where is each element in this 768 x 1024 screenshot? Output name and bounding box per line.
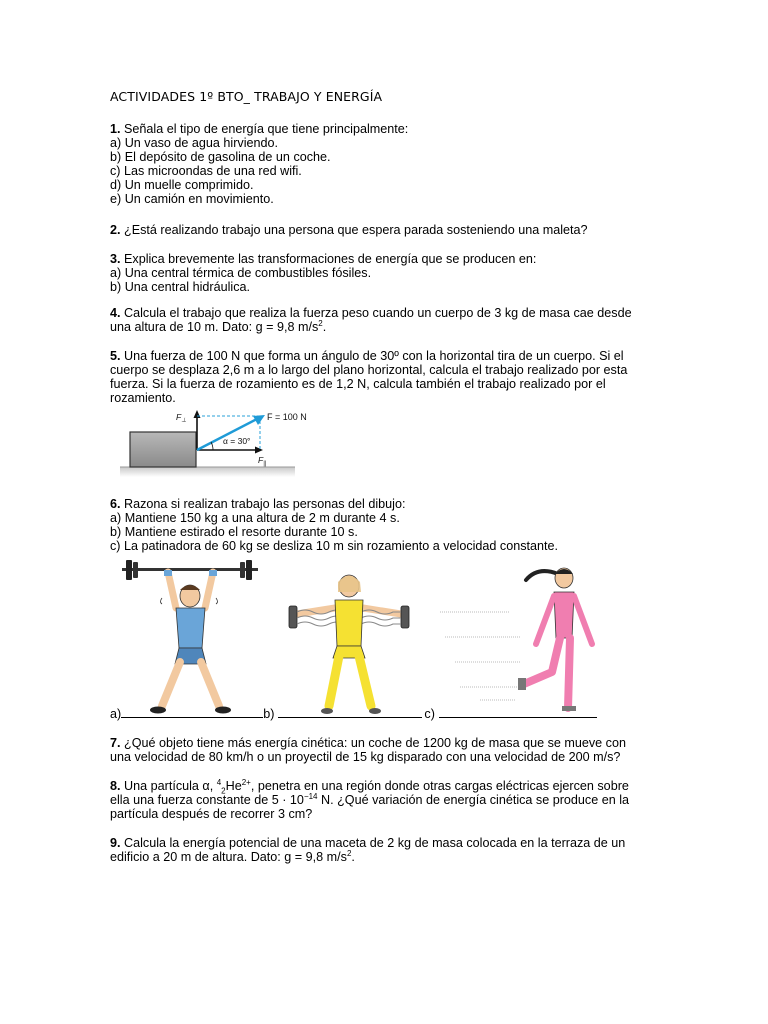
question-text: ¿Qué objeto tiene más energía cinética: un coche de 1200 kg de masa que se mueve con — [124, 736, 626, 750]
answer-lines — [110, 707, 650, 721]
question-text: edificio a 20 m de altura. Dato: g = 9,8 m/s — [110, 850, 347, 864]
floor — [120, 467, 295, 477]
question-number: 5. — [110, 349, 121, 363]
mass-number: 4 — [216, 777, 222, 787]
question-text: Explica brevemente las transformaciones de energía que se producen en: — [124, 252, 537, 266]
question-number: 3. — [110, 252, 121, 266]
question-text: N. ¿Qué variación de energía cinética se produce en la — [317, 793, 630, 807]
question-text: cuerpo se desplaza 2,6 m a lo largo del plano horizontal, calcula el trabajo realizado por esta — [110, 363, 628, 377]
answer-label-a: a) — [110, 707, 122, 721]
block — [130, 432, 196, 467]
option: b) Mantiene estirado el resorte durante 10 s. — [110, 525, 358, 539]
option: b) El depósito de gasolina de un coche. — [110, 150, 331, 164]
perpendicular-label: $F_\perp$ — [176, 412, 187, 424]
angle-label: α = 30° — [223, 436, 251, 446]
question-number: 9. — [110, 836, 121, 850]
question-text: Calcula la energía potencial de una maceta de 2 kg de masa colocada en la terraza de un — [124, 836, 626, 850]
option: b) Una central hidráulica. — [110, 280, 251, 294]
force-label: F = 100 N — [267, 412, 307, 422]
option: c) Las microondas de una red wifi. — [110, 164, 302, 178]
question-5 — [110, 349, 650, 405]
question-7 — [110, 736, 650, 764]
charge: 2+ — [241, 777, 251, 787]
question-text: ella una fuerza constante de 5 · 10 — [110, 793, 304, 807]
question-6 — [110, 497, 650, 553]
page-title: ACTIVIDADES 1º BTO_ TRABAJO Y ENERGÍA — [110, 89, 383, 104]
answer-label-c: c) — [424, 707, 435, 721]
question-text: partícula después de recorrer 3 cm? — [110, 807, 313, 821]
question-9 — [110, 836, 650, 864]
question-3 — [110, 252, 650, 294]
question-4 — [110, 306, 650, 334]
element-symbol: He — [225, 779, 242, 793]
question-text: Calcula el trabajo que realiza la fuerza peso cuando un cuerpo de 3 kg de masa cae desde — [124, 306, 632, 320]
question-number: 6. — [110, 497, 121, 511]
question-8 — [110, 779, 650, 821]
question-number: 8. — [110, 779, 121, 793]
exponent: −14 — [303, 791, 318, 801]
option: d) Un muelle comprimido. — [110, 178, 254, 192]
question-text: fuerza. Si la fuerza de rozamiento es de 1,2 N, calcula también el trabajo realizado por el — [110, 377, 606, 391]
punctuation: . — [322, 320, 327, 334]
question-number: 1. — [110, 122, 121, 136]
skater-illustration — [440, 562, 610, 716]
question-text: una velocidad de 80 km/h o un proyectil de 15 kg disparado con una velocidad de 200 m/s? — [110, 750, 621, 764]
weightlifter-illustration — [118, 556, 268, 716]
answer-label-b: b) — [263, 707, 275, 721]
option: a) Mantiene 150 kg a una altura de 2 m durante 4 s. — [110, 511, 400, 525]
answer-line-a[interactable] — [121, 717, 263, 718]
question-text: rozamiento. — [110, 391, 176, 405]
question-number: 4. — [110, 306, 121, 320]
option: a) Una central térmica de combustibles fósiles. — [110, 266, 372, 280]
question-text: ¿Está realizando trabajo una persona que espera parada sosteniendo una maleta? — [124, 223, 588, 237]
question-2 — [110, 223, 650, 237]
question-text: Razona si realizan trabajo las personas del dibujo: — [124, 497, 406, 511]
question-1 — [110, 122, 650, 206]
punctuation: . — [351, 850, 355, 864]
question-text: Una fuerza de 100 N que forma un ángulo de 30º con la horizontal tira de un cuerpo. Si el — [124, 349, 624, 363]
answer-line-c[interactable] — [439, 717, 597, 718]
superscript: 2 — [346, 848, 352, 858]
spring-stretcher-illustration — [285, 566, 415, 716]
answer-line-b[interactable] — [278, 717, 422, 718]
atomic-number: 2 — [221, 786, 226, 796]
question-number: 7. — [110, 736, 121, 750]
question-text: Una partícula α, — [124, 779, 217, 793]
superscript: 2 — [318, 318, 323, 328]
question-number: 2. — [110, 223, 121, 237]
question-text: Señala el tipo de energía que tiene principalmente: — [124, 122, 409, 136]
option: e) Un camión en movimiento. — [110, 192, 274, 206]
option: a) Un vaso de agua hirviendo. — [110, 136, 279, 150]
force-diagram — [110, 406, 307, 478]
question-text: , penetra en una región donde otras cargas eléctricas ejercen sobre — [250, 779, 629, 793]
parallel-label: $F_{||}$ — [258, 455, 267, 467]
option: c) La patinadora de 60 kg se desliza 10 m sin rozamiento a velocidad constante. — [110, 539, 559, 553]
question-text: una altura de 10 m. Dato: g = 9,8 m/s — [110, 320, 319, 334]
